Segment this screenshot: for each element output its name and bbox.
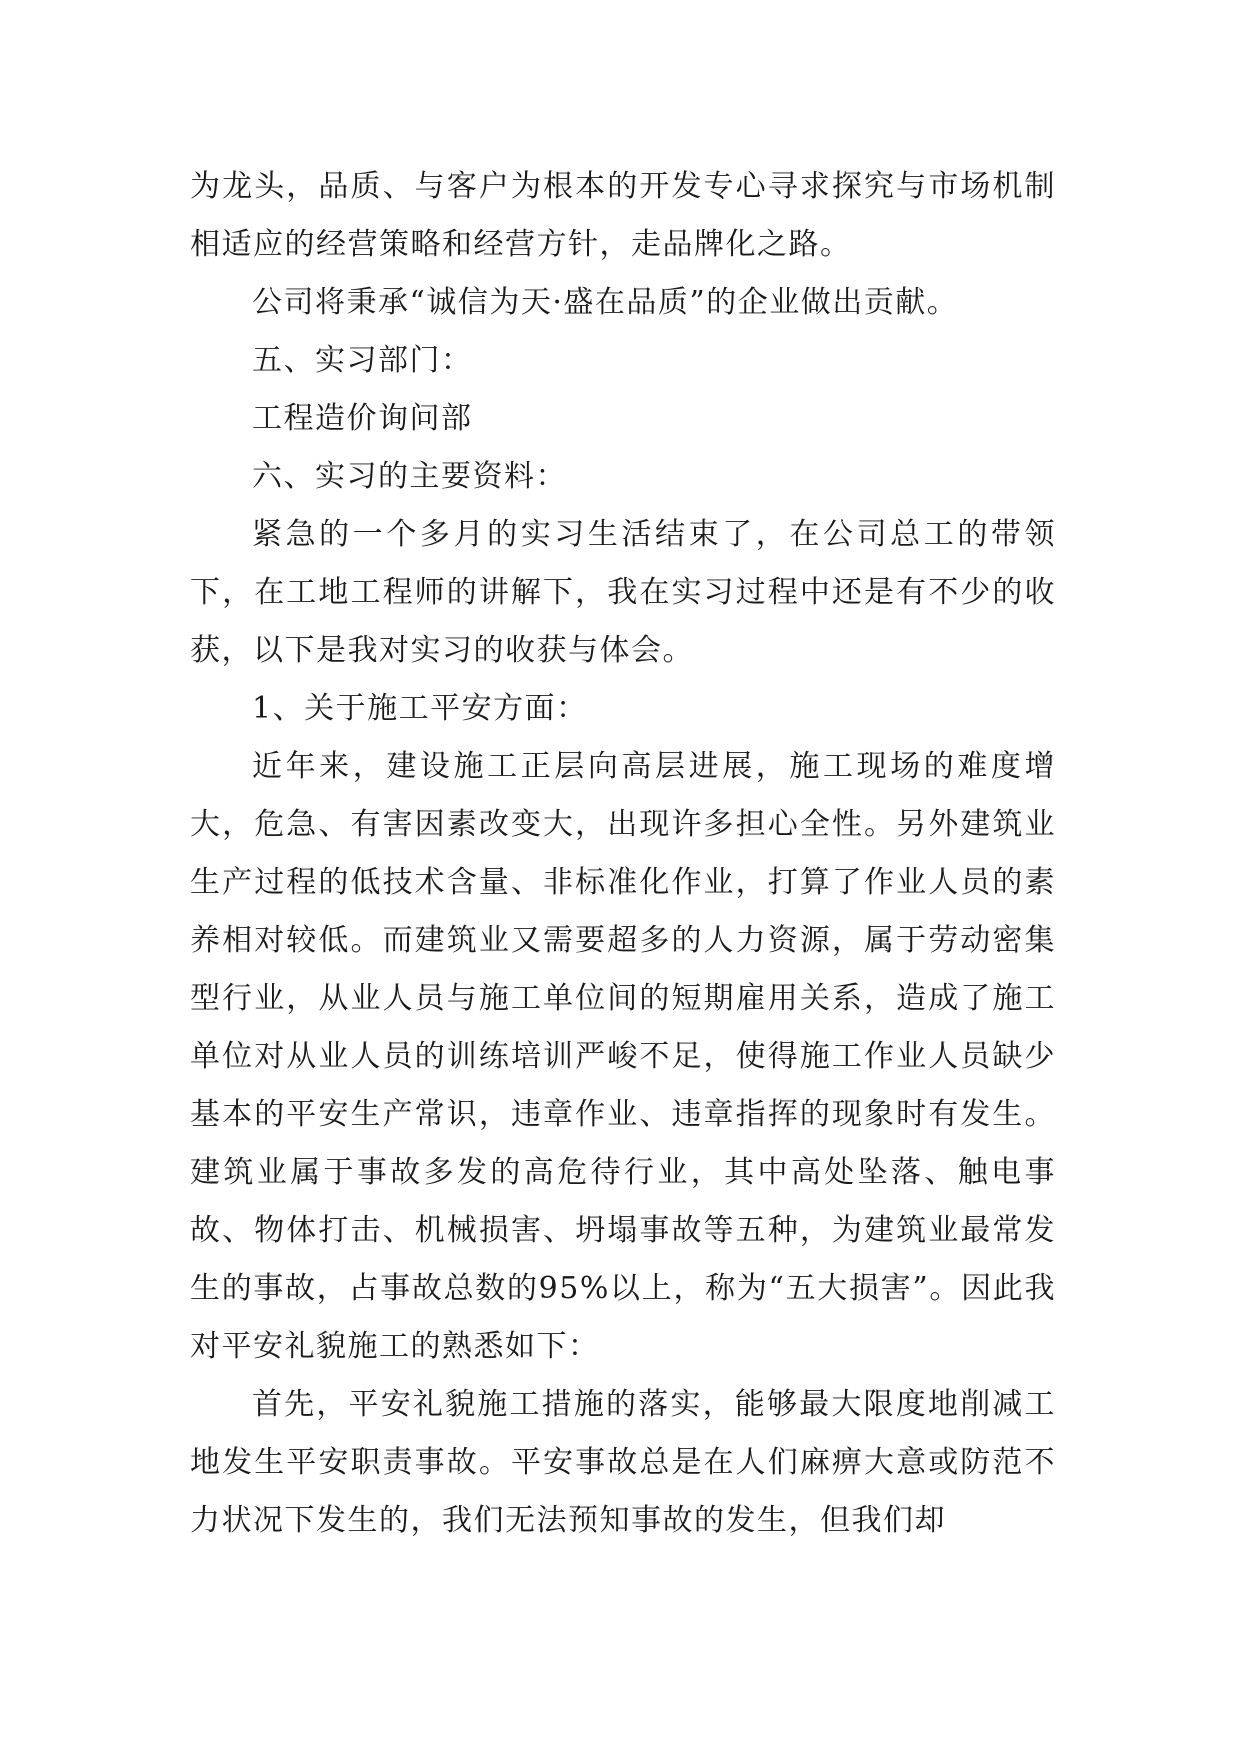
paragraph-internship-summary: 紧急的一个多月的实习生活结束了，在公司总工的带领下，在工地工程师的讲解下，我在实习过程中还是有不少的收获，以下是我对实习的收获与体会。 bbox=[190, 517, 1056, 668]
paragraph-company-motto: 公司将秉承“诚信为天·盛在品质”的企业做出贡献。 bbox=[252, 285, 959, 320]
paragraph-safety-background: 近年来，建设施工正层向高层进展，施工现场的难度增大，危急、有害因素改变大，出现许多担心全性。另外建筑业生产过程的低技术含量、非标准化作业，打算了作业人员的素养相对较低。而建筑业又需要超多的人力资源，属于劳动密集型行业，从业人员与施工单位间的短期雇用关系，造成了施工单位对从业人员的训练培训严峻不足，使得施工作业人员缺少基本的平安生产常识，违章作业、违章指挥的现象时有发生。建筑业属于事故多发的高危待行业，其中高处坠落、触电事故、物体打击、机械损害、坍塌事故等五种，为建筑业最常发生的事故，占事故总数的95%以上，称为“五大损害”。因此我对平安礼貌施工的熟悉如下： bbox=[190, 749, 1056, 1364]
paragraph-safety-measures: 首先，平安礼貌施工措施的落实，能够最大限度地削减工地发生平安职责事故。平安事故总是在人们麻痹大意或防范不力状况下发生的，我们无法预知事故的发生，但我们却 bbox=[190, 1387, 1056, 1538]
section-heading-internship-department: 五、实习部门： bbox=[252, 343, 473, 378]
paragraph-intro-continuation: 为龙头，品质、与客户为根本的开发专心寻求探究与市场机制相适应的经营策略和经营方针，走品牌化之路。 bbox=[190, 169, 1056, 262]
document-body bbox=[190, 158, 1056, 1550]
section-heading-main-content: 六、实习的主要资料： bbox=[252, 459, 567, 494]
subsection-heading-construction-safety: 1、关于施工平安方面： bbox=[252, 691, 588, 726]
paragraph-department-name: 工程造价询问部 bbox=[252, 401, 473, 436]
